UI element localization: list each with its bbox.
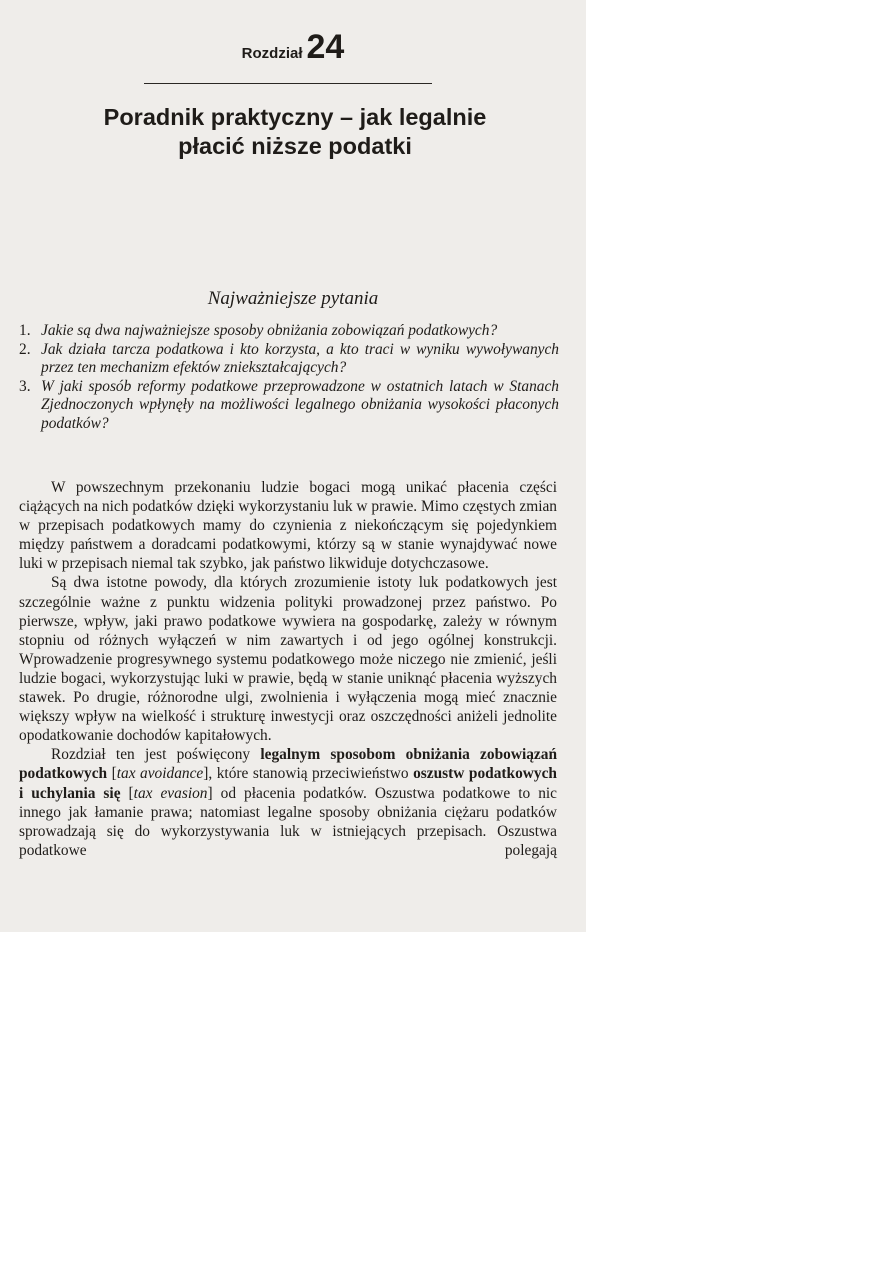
paragraph-text: [ [107,765,117,783]
paragraph-text: ] od płacenia podatków. Oszustwa podatkowe to nic innego jak łamanie prawa; natomiast legalne sposoby obniżania ciężaru podatków sprowadzają się do wykorzystywania luk w istniejących przepisach. Oszustwa podatkowe polegają [19,784,557,859]
question-text: W jaki sposób reformy podatkowe przeprowadzone w ostatnich latach w Stanach Zjednoczonych wpłynęły na możliwości legalnego obniżania wysokości płaconych podatków? [41,377,559,432]
italic-term: tax evasion [133,784,208,802]
question-item [19,378,559,434]
paragraph: W powszechnym przekonaniu ludzie bogaci mogą unikać płacenia części ciążących na nich podatków dzięki wykorzystaniu luk w prawie. Mimo częstych zmian w przepisach podatkowych mamy do czynienia z niekończącym się pojedynkiem między państwem a doradcami podatkowymi, którzy są w stanie wynajdywać nowe luki w przepisach niemal tak szybko, jak państwo likwiduje dotychczasowe. [19,479,557,573]
chapter-title-line2: płacić niższe podatki [178,133,412,159]
scanned-page [0,0,586,932]
question-text: Jakie są dwa najważniejsze sposoby obniżania zobowiązań podatkowych? [41,322,498,339]
question-number: 3. [19,377,31,395]
question-number: 2. [19,340,31,358]
question-item [19,341,559,378]
italic-term: tax avoidance [116,765,204,783]
questions-heading: Najważniejsze pytania [207,288,379,309]
paragraph [19,745,557,860]
paragraph-text: ], które stanowią przeciwieństwo [203,765,414,783]
bold-term: oszustw podatkowych i uchylania się [19,765,557,802]
question-item [19,322,559,341]
paragraph-text: [ [120,784,134,802]
paragraph: Są dwa istotne powody, dla których zrozumienie istoty luk podatkowych jest szczególnie ważne z punktu widzenia polityki prowadzonej przez państwo. Po pierwsze, wpływ, jaki prawo podatkowe wywiera na gospodarkę, zależy w równym stopniu od różnych wyłączeń w nim zawartych i od jego ogólnej konstrukcji. Wprowadzenie progresywnego systemu podatkowego może niczego nie zmienić, jeśli ludzie bogaci, wykorzystując luki w prawie, będą w stanie uniknąć płacenia wyższych stawek. Po drugie, różnorodne ulgi, zwolnienia i wyłączenia mogą mieć znacznie większy wpływ na wielkość i strukturę inwestycji oraz oszczędności aniżeli jednolite opodatkowanie dochodów kapitałowych. [19,574,557,745]
bold-term: legalnym sposobom obniżania zobowiązań podatkowych [19,746,557,783]
header-divider [144,83,432,84]
chapter-title-line1: Poradnik praktyczny – jak legalnie [103,104,487,130]
question-text: Jak działa tarcza podatkowa i kto korzysta, a kto traci w wyniku wywoływanych przez ten mechanizm efektów zniekształcających? [41,340,559,377]
questions-list [19,322,559,434]
paragraph-text: Rozdział ten jest poświęcony [51,746,261,764]
chapter-title [40,103,550,161]
chapter-label: Rozdział [241,45,303,62]
body-text [19,478,557,860]
chapter-number: 24 [306,28,345,66]
question-number: 1. [19,322,31,339]
chapter-header [0,28,586,67]
